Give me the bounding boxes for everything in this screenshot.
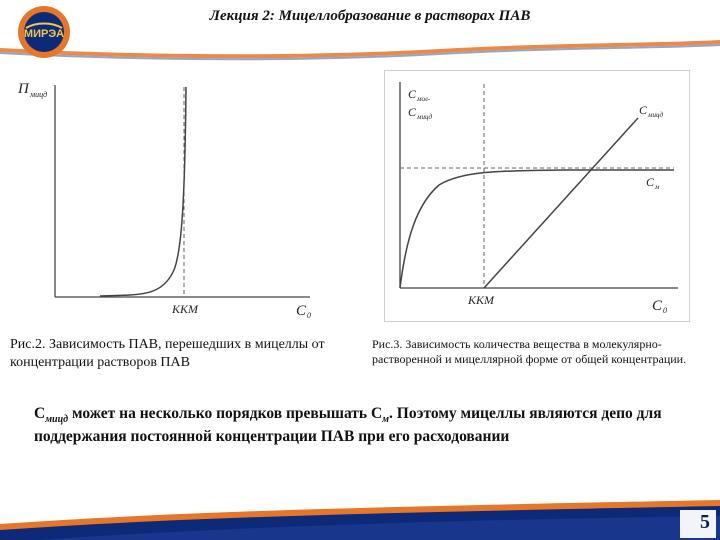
- fig-left-curve: [100, 87, 186, 296]
- conclusion-part1: С: [34, 405, 46, 422]
- slide-title: Лекция 2: Мицеллобразование в растворах ПАВ: [209, 8, 531, 24]
- fig-left-x-label-sub: 0: [307, 311, 311, 320]
- fig-right-asymptote-label: С: [646, 175, 655, 189]
- fig-right-line-label-sub: мицд: [648, 111, 664, 119]
- fig-right-y-label-top-sub: мол-: [417, 95, 431, 103]
- figure-right-graph: [384, 70, 690, 322]
- conclusion-part3: . Поэтому мицеллы являются депо для поддержания постоянной концентрации ПАВ при его расходовании: [34, 405, 662, 445]
- mirea-logo: [16, 4, 72, 60]
- fig-right-x-label-sub: 0: [663, 306, 667, 315]
- figure-left-graph: [10, 75, 330, 320]
- fig-right-asymptote-label-sub: м: [655, 183, 660, 191]
- fig-left-y-label-sub: мицд: [30, 90, 48, 99]
- fig-right-marker-label: ККМ: [468, 293, 494, 307]
- conclusion-text: [34, 404, 694, 448]
- fig-right-line-label: С: [639, 103, 648, 117]
- fig-right-y-label-top: С: [408, 87, 417, 101]
- fig-right-y-label-bottom-sub: мицд: [417, 113, 433, 121]
- conclusion-sub1: мицд: [45, 414, 69, 426]
- fig-left-y-label: П: [18, 81, 29, 97]
- fig-right-curve-micellar: [484, 118, 638, 288]
- fig-left-marker-label: ККМ: [172, 302, 198, 316]
- figure-right-caption: Рис.3. Зависимость количества вещества в молекулярно-растворенной и мицеллярной форме от общей концентрации.: [372, 337, 687, 366]
- fig-left-x-label: C: [296, 303, 307, 319]
- page-number: 5: [700, 511, 710, 533]
- conclusion-sub2: м: [382, 414, 390, 426]
- figure-left-caption: Рис.2. Зависимость ПАВ, перешедших в мицеллы от концентрации растворов ПАВ: [10, 337, 325, 370]
- fig-right-x-label: С: [652, 298, 663, 314]
- fig-right-y-label-bottom: С: [408, 105, 417, 119]
- footer-band: [0, 496, 720, 540]
- conclusion-part2: может на несколько порядков превышать С: [68, 405, 383, 422]
- logo-text: МИРЭА: [23, 28, 65, 40]
